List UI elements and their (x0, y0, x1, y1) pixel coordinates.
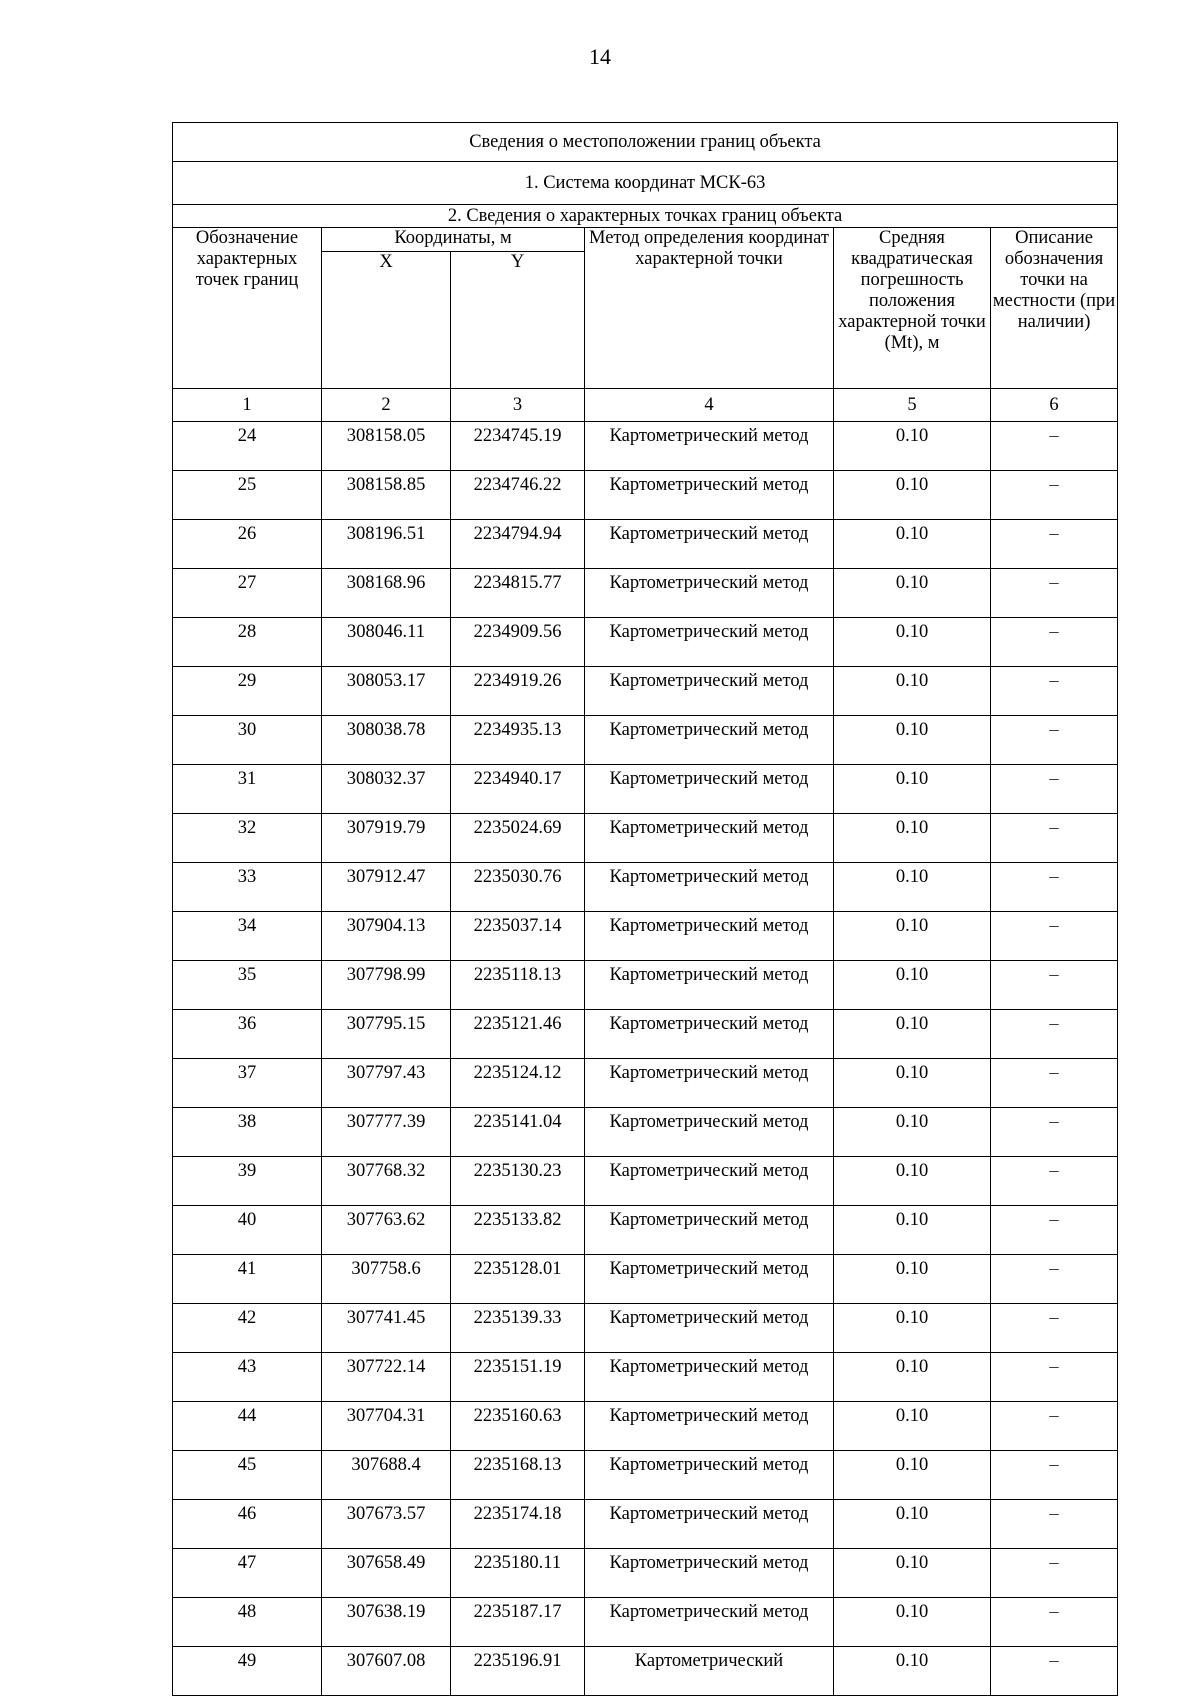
coord-y: 2235024.69 (451, 814, 585, 863)
point-number: 36 (173, 1010, 322, 1059)
coord-y: 2235037.14 (451, 912, 585, 961)
description-cell: – (991, 618, 1118, 667)
description-cell: – (991, 422, 1118, 471)
point-number: 40 (173, 1206, 322, 1255)
coord-y: 2235118.13 (451, 961, 585, 1010)
description-cell: – (991, 471, 1118, 520)
description-cell: – (991, 1598, 1118, 1647)
table-row (173, 471, 1118, 520)
coord-x: 307777.39 (322, 1108, 451, 1157)
method-cell: Картометрический метод (585, 814, 834, 863)
description-cell: – (991, 1206, 1118, 1255)
coord-y: 2235124.12 (451, 1059, 585, 1108)
description-cell: – (991, 1059, 1118, 1108)
coord-y: 2234919.26 (451, 667, 585, 716)
method-cell: Картометрический метод (585, 716, 834, 765)
error-value: 0.10 (834, 765, 991, 814)
column-number: 3 (451, 389, 585, 422)
coord-x: 308038.78 (322, 716, 451, 765)
coord-y: 2235187.17 (451, 1598, 585, 1647)
coord-x: 307704.31 (322, 1402, 451, 1451)
coord-x: 308196.51 (322, 520, 451, 569)
method-cell: Картометрический метод (585, 1304, 834, 1353)
coordinate-system: 1. Система координат МСК-63 (173, 162, 1118, 205)
point-number: 46 (173, 1500, 322, 1549)
error-value: 0.10 (834, 1059, 991, 1108)
table-row (173, 814, 1118, 863)
error-value: 0.10 (834, 1647, 991, 1696)
error-value: 0.10 (834, 1500, 991, 1549)
table-row (173, 520, 1118, 569)
description-cell: – (991, 1647, 1118, 1696)
coord-x: 308158.05 (322, 422, 451, 471)
column-number-row (173, 389, 1118, 422)
method-cell: Картометрический метод (585, 1402, 834, 1451)
error-value: 0.10 (834, 1157, 991, 1206)
coord-y: 2234935.13 (451, 716, 585, 765)
coord-x: 307763.62 (322, 1206, 451, 1255)
coord-y: 2235174.18 (451, 1500, 585, 1549)
description-cell: – (991, 1549, 1118, 1598)
error-value: 0.10 (834, 1255, 991, 1304)
description-cell: – (991, 1353, 1118, 1402)
error-value: 0.10 (834, 1206, 991, 1255)
method-cell: Картометрический метод (585, 1500, 834, 1549)
table-row (173, 1451, 1118, 1500)
coord-y: 2235180.11 (451, 1549, 585, 1598)
point-number: 48 (173, 1598, 322, 1647)
point-number: 42 (173, 1304, 322, 1353)
section-heading: 2. Сведения о характерных точках границ объекта (173, 205, 1118, 228)
table-row (173, 1598, 1118, 1647)
table-row (173, 1353, 1118, 1402)
page-number: 14 (589, 44, 611, 69)
coord-x: 307797.43 (322, 1059, 451, 1108)
header-description: Описание обозначения точки на местности (при наличии) (991, 228, 1118, 389)
method-cell: Картометрический метод (585, 1255, 834, 1304)
point-number: 31 (173, 765, 322, 814)
method-cell: Картометрический метод (585, 1206, 834, 1255)
coord-y: 2235030.76 (451, 863, 585, 912)
method-cell: Картометрический метод (585, 863, 834, 912)
error-value: 0.10 (834, 716, 991, 765)
point-number: 44 (173, 1402, 322, 1451)
table-row (173, 1500, 1118, 1549)
method-cell: Картометрический метод (585, 471, 834, 520)
point-number: 39 (173, 1157, 322, 1206)
coord-y: 2234746.22 (451, 471, 585, 520)
coord-y: 2234940.17 (451, 765, 585, 814)
error-value: 0.10 (834, 422, 991, 471)
method-cell: Картометрический метод (585, 667, 834, 716)
error-value: 0.10 (834, 1549, 991, 1598)
coord-x: 307722.14 (322, 1353, 451, 1402)
error-value: 0.10 (834, 667, 991, 716)
coord-x: 307638.19 (322, 1598, 451, 1647)
coord-x: 308158.85 (322, 471, 451, 520)
coord-y: 2235121.46 (451, 1010, 585, 1059)
method-cell: Картометрический метод (585, 1157, 834, 1206)
point-number: 25 (173, 471, 322, 520)
coord-x: 307904.13 (322, 912, 451, 961)
description-cell: – (991, 520, 1118, 569)
point-number: 41 (173, 1255, 322, 1304)
table-row (173, 961, 1118, 1010)
coord-x: 307688.4 (322, 1451, 451, 1500)
point-number: 35 (173, 961, 322, 1010)
method-cell: Картометрический метод (585, 569, 834, 618)
coord-x: 308032.37 (322, 765, 451, 814)
table-row (173, 765, 1118, 814)
table-row (173, 863, 1118, 912)
method-cell: Картометрический метод (585, 765, 834, 814)
error-value: 0.10 (834, 961, 991, 1010)
method-cell: Картометрический метод (585, 1451, 834, 1500)
point-number: 28 (173, 618, 322, 667)
point-number: 49 (173, 1647, 322, 1696)
point-number: 24 (173, 422, 322, 471)
error-value: 0.10 (834, 569, 991, 618)
header-y: Y (451, 252, 585, 389)
method-cell: Картометрический метод (585, 1059, 834, 1108)
description-cell: – (991, 1157, 1118, 1206)
coord-y: 2235139.33 (451, 1304, 585, 1353)
coord-x: 308168.96 (322, 569, 451, 618)
header-method: Метод определения координат характерной точки (585, 228, 834, 389)
coord-y: 2235130.23 (451, 1157, 585, 1206)
coord-x: 307758.6 (322, 1255, 451, 1304)
description-cell: – (991, 961, 1118, 1010)
boundary-coordinates-table (172, 122, 1118, 1696)
coord-x: 307658.49 (322, 1549, 451, 1598)
coord-y: 2234909.56 (451, 618, 585, 667)
table-row (173, 1108, 1118, 1157)
point-number: 45 (173, 1451, 322, 1500)
description-cell: – (991, 814, 1118, 863)
description-cell: – (991, 1108, 1118, 1157)
description-cell: – (991, 912, 1118, 961)
coord-x: 307912.47 (322, 863, 451, 912)
coord-y: 2234794.94 (451, 520, 585, 569)
coord-y: 2235133.82 (451, 1206, 585, 1255)
description-cell: – (991, 716, 1118, 765)
description-cell: – (991, 1010, 1118, 1059)
description-cell: – (991, 1500, 1118, 1549)
point-number: 30 (173, 716, 322, 765)
description-cell: – (991, 1451, 1118, 1500)
error-value: 0.10 (834, 912, 991, 961)
point-number: 47 (173, 1549, 322, 1598)
coord-x: 307798.99 (322, 961, 451, 1010)
point-number: 32 (173, 814, 322, 863)
error-value: 0.10 (834, 520, 991, 569)
coord-y: 2235168.13 (451, 1451, 585, 1500)
table-row (173, 1549, 1118, 1598)
description-cell: – (991, 863, 1118, 912)
header-error: Средняя квадратическая погрешность положения характерной точки (Mt), м (834, 228, 991, 389)
description-cell: – (991, 1402, 1118, 1451)
coord-y: 2234815.77 (451, 569, 585, 618)
header-coordinates: Координаты, м (322, 228, 585, 252)
error-value: 0.10 (834, 1353, 991, 1402)
table-row (173, 1402, 1118, 1451)
point-number: 38 (173, 1108, 322, 1157)
method-cell: Картометрический метод (585, 1549, 834, 1598)
coord-x: 307919.79 (322, 814, 451, 863)
table-row (173, 618, 1118, 667)
method-cell: Картометрический метод (585, 1010, 834, 1059)
point-number: 34 (173, 912, 322, 961)
error-value: 0.10 (834, 618, 991, 667)
point-number: 26 (173, 520, 322, 569)
table-row (173, 1206, 1118, 1255)
description-cell: – (991, 1255, 1118, 1304)
coord-x: 308046.11 (322, 618, 451, 667)
table-row (173, 1304, 1118, 1353)
coord-x: 307607.08 (322, 1647, 451, 1696)
method-cell: Картометрический метод (585, 1353, 834, 1402)
column-number: 4 (585, 389, 834, 422)
point-number: 33 (173, 863, 322, 912)
table-row (173, 569, 1118, 618)
table-row (173, 667, 1118, 716)
table-row (173, 716, 1118, 765)
method-cell: Картометрический метод (585, 912, 834, 961)
error-value: 0.10 (834, 1010, 991, 1059)
point-number: 27 (173, 569, 322, 618)
coord-x: 308053.17 (322, 667, 451, 716)
method-cell: Картометрический метод (585, 618, 834, 667)
description-cell: – (991, 765, 1118, 814)
error-value: 0.10 (834, 863, 991, 912)
table-row (173, 422, 1118, 471)
description-cell: – (991, 667, 1118, 716)
coord-y: 2235151.19 (451, 1353, 585, 1402)
coord-y: 2235141.04 (451, 1108, 585, 1157)
table-row (173, 1010, 1118, 1059)
table-row (173, 912, 1118, 961)
coord-y: 2235128.01 (451, 1255, 585, 1304)
column-number: 1 (173, 389, 322, 422)
error-value: 0.10 (834, 1304, 991, 1353)
coord-x: 307673.57 (322, 1500, 451, 1549)
error-value: 0.10 (834, 471, 991, 520)
method-cell: Картометрический метод (585, 961, 834, 1010)
method-cell: Картометрический метод (585, 1598, 834, 1647)
column-number: 6 (991, 389, 1118, 422)
header-x: X (322, 252, 451, 389)
coord-x: 307795.15 (322, 1010, 451, 1059)
column-number: 2 (322, 389, 451, 422)
error-value: 0.10 (834, 1402, 991, 1451)
error-value: 0.10 (834, 814, 991, 863)
error-value: 0.10 (834, 1108, 991, 1157)
error-value: 0.10 (834, 1451, 991, 1500)
table-title: Сведения о местоположении границ объекта (173, 123, 1118, 162)
table-row (173, 1647, 1118, 1696)
header-designation: Обозначение характерных точек границ (173, 228, 322, 389)
table-row (173, 1157, 1118, 1206)
coord-y: 2235196.91 (451, 1647, 585, 1696)
method-cell: Картометрический метод (585, 422, 834, 471)
description-cell: – (991, 1304, 1118, 1353)
coord-x: 307768.32 (322, 1157, 451, 1206)
method-cell: Картометрический метод (585, 520, 834, 569)
description-cell: – (991, 569, 1118, 618)
method-cell: Картометрический (585, 1647, 834, 1696)
coord-y: 2234745.19 (451, 422, 585, 471)
point-number: 43 (173, 1353, 322, 1402)
point-number: 37 (173, 1059, 322, 1108)
error-value: 0.10 (834, 1598, 991, 1647)
coord-y: 2235160.63 (451, 1402, 585, 1451)
point-number: 29 (173, 667, 322, 716)
method-cell: Картометрический метод (585, 1108, 834, 1157)
table-row (173, 1059, 1118, 1108)
column-number: 5 (834, 389, 991, 422)
table-row (173, 1255, 1118, 1304)
coord-x: 307741.45 (322, 1304, 451, 1353)
